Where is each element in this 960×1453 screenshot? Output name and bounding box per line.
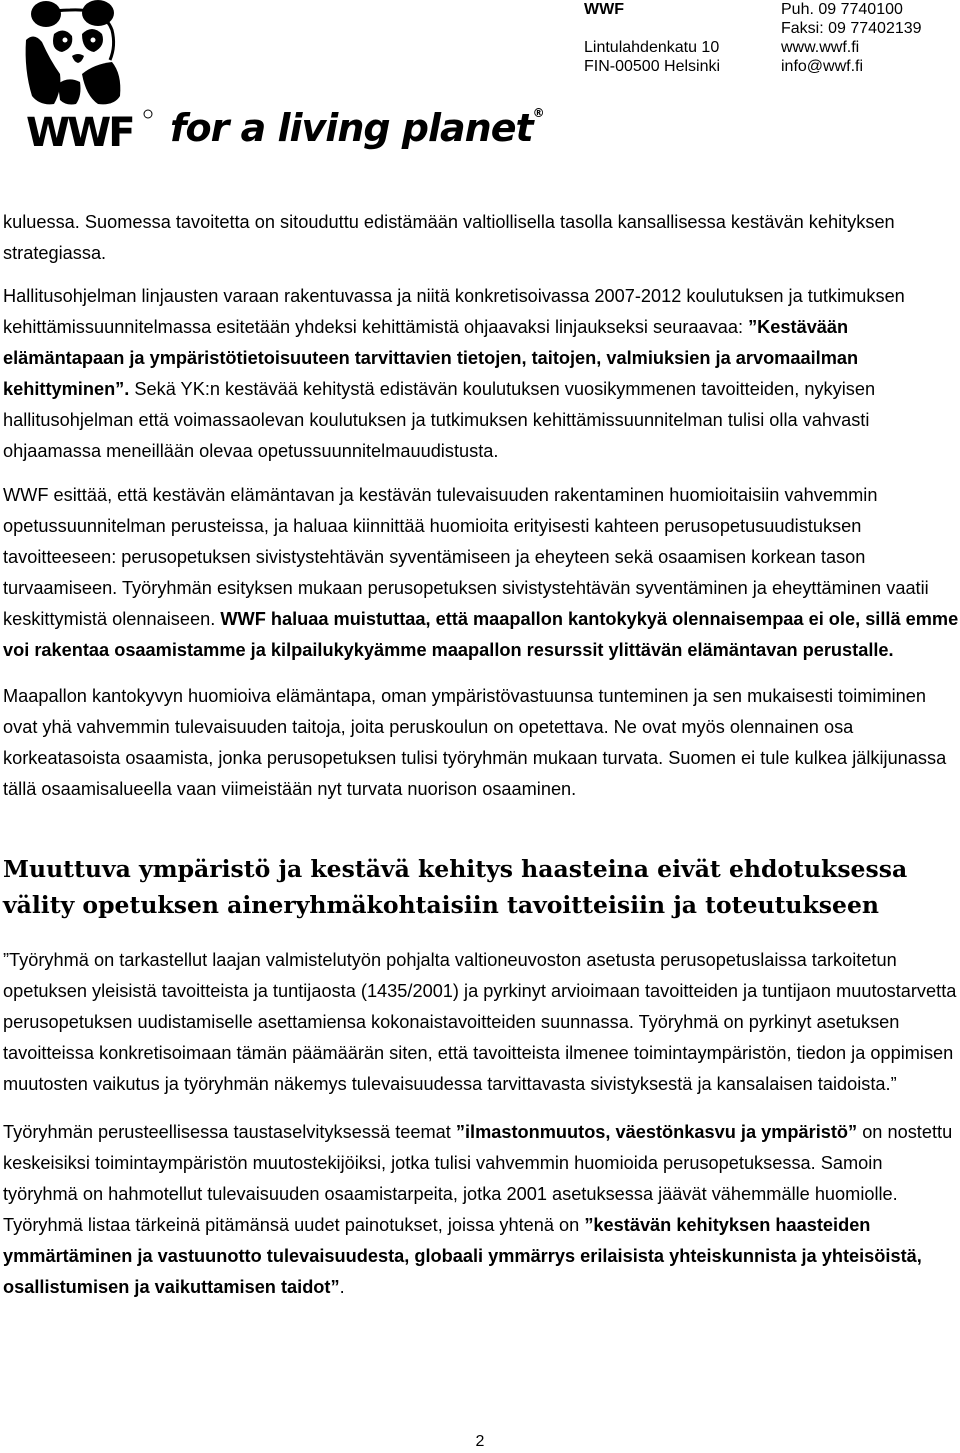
email: info@wwf.fi: [781, 58, 864, 75]
contact-address: [584, 0, 720, 76]
paragraph-3: WWF esittää, että kestävän elämäntavan ja kestävän tulevaisuuden rakentaminen huomioitaisiin vahvemmin opetussuunnitelman perusteissa, ja haluaa kiinnittää huomioita erityisesti kahteen perusopetusuudistuksen tavoitteeseen: perusopetuksen sivistystehtävän syventämiseen ja eheyteen sekä osaamisen korkean tason turvaamiseen. Työryhmän esityksen mukaan perusopetuksen sivistystehtävän syventäminen ja eheyttäminen vaatii keskittymistä olennaiseen. WWF haluaa muistuttaa, että maapallon kantokykyä olennaisempaa ei ole, sillä emme voi rakentaa osaamistamme ja kilpailukykyämme maapallon resurssit ylittävän elämäntavan perustalle.: [3, 485, 959, 660]
page-number: 2: [475, 1433, 485, 1450]
document-body: [3, 207, 959, 1303]
org-name: WWF: [584, 1, 624, 18]
contact-details: [781, 0, 922, 76]
paragraph-1: kuluessa. Suomessa tavoitetta on sitouduttu edistämään valtiollisella tasolla kansallisessa kestävän kehityksen strategiassa.: [3, 212, 895, 263]
paragraph-2: Hallitusohjelman linjausten varaan rakentuvassa ja niitä konkretisoivassa 2007-2012 koulutuksen ja tutkimuksen kehittämissuunnitelmassa esitetään yhdeksi kehittämistä ohjaavaksi linjaukseksi seuraavaa: ”Kestävään elämäntapaan ja ympäristötietoisuuteen tarvittavien tietojen, taitojen, valmiuksien ja arvomaailman kehittyminen”. Sekä YK:n kestävää kehitystä edistävän koulutuksen vuosikymmenen tavoitteiden, nykyisen hallitusohjelman että voimassaolevan koulutuksen ja tutkimuksen kehittämissuunnitelman tulisi olla vahvasti ohjaamassa meneillään olevaa opetussuunnitelmauudistusta.: [3, 286, 905, 461]
section-heading: Muuttuva ympäristö ja kestävä kehitys haasteina eivät ehdotuksessa välity opetuksen aineryhmäkohtaisiin tavoitteisiin ja toteutukseen: [3, 855, 908, 919]
address-city: FIN-00500 Helsinki: [584, 58, 721, 75]
address-street: Lintulahdenkatu 10: [584, 39, 720, 56]
paragraph-6: Työryhmän perusteellisessa taustaselvityksessä teemat ”ilmastonmuutos, väestönkasvu ja ympäristö” on nostettu keskeisiksi toimintaympäristön muutostekijöiksi, jotka tulisi vahvemmin huomioida perusopetuksessa. Samoin työryhmä on hahmotellut tulevaisuuden osaamistarpeita, jotka 2001 asetuksessa jäävät vähemmälle huomiolle. Työryhmä listaa tärkeinä pitämänsä uudet painotukset, joissa yhtenä on ”kestävän kehityksen haasteiden ymmärtäminen ja vastuunotto tulevaisuudesta, globaali ymmärrys erilaisista yhteiskunnista ja yhteisöistä, osallistumisen ja vaikuttamisen taidot”.: [3, 1122, 953, 1297]
website: www.wwf.fi: [781, 39, 860, 56]
wwf-wordmark-text: WWF: [26, 110, 133, 152]
wwf-logo: [24, 0, 544, 160]
wwf-wordmark: [24, 108, 154, 152]
logo-tagline: for a living planet®: [170, 106, 544, 150]
paragraph-4: Maapallon kantokyvyn huomioiva elämäntapa, oman ympäristövastuunsa tunteminen ja sen mukaisesti toimiminen ovat yhä vahvemmin tulevaisuuden taitoja, joita peruskoulun on opetettava. Ne ovat myös olennainen osa korkeatasoista osaamista, jonka perusopetuksen tulisi työryhmän mukaan turvata. Suomen ei tule kulkea jälkijunassa tällä osaamisalueella vaan viimeistään nyt turvata nuorison osaaminen.: [3, 686, 947, 799]
paragraph-5: ”Työryhmä on tarkastellut laajan valmistelutyön pohjalta valtioneuvoston asetusta perusopetuslaissa tarkoitetun opetuksen yleisistä tavoitteista ja tuntijaosta (1435/2001) ja pyrkinyt arvioimaan tavoitteiden ja tuntijaon muutostarvetta perusopetuksen uudistamiselle asettamiensa kokonaistavoitteiden suunnassa. Työryhmä on pyrkinyt asetuksen tavoitteissa konkretisoimaan tämän päämäärän siten, että tavoitteista ilmenee toimintaympäristön, tiedon ja oppimisen muutosten vaikutus ja työryhmän näkemys tulevaisuudessa tarvittavasta sivistyksestä ja kansalaisen taidoista.”: [3, 950, 957, 1094]
panda-logo-icon: [24, 0, 124, 108]
fax: Faksi: 09 77402139: [781, 20, 922, 37]
phone: Puh. 09 7740100: [781, 1, 903, 18]
